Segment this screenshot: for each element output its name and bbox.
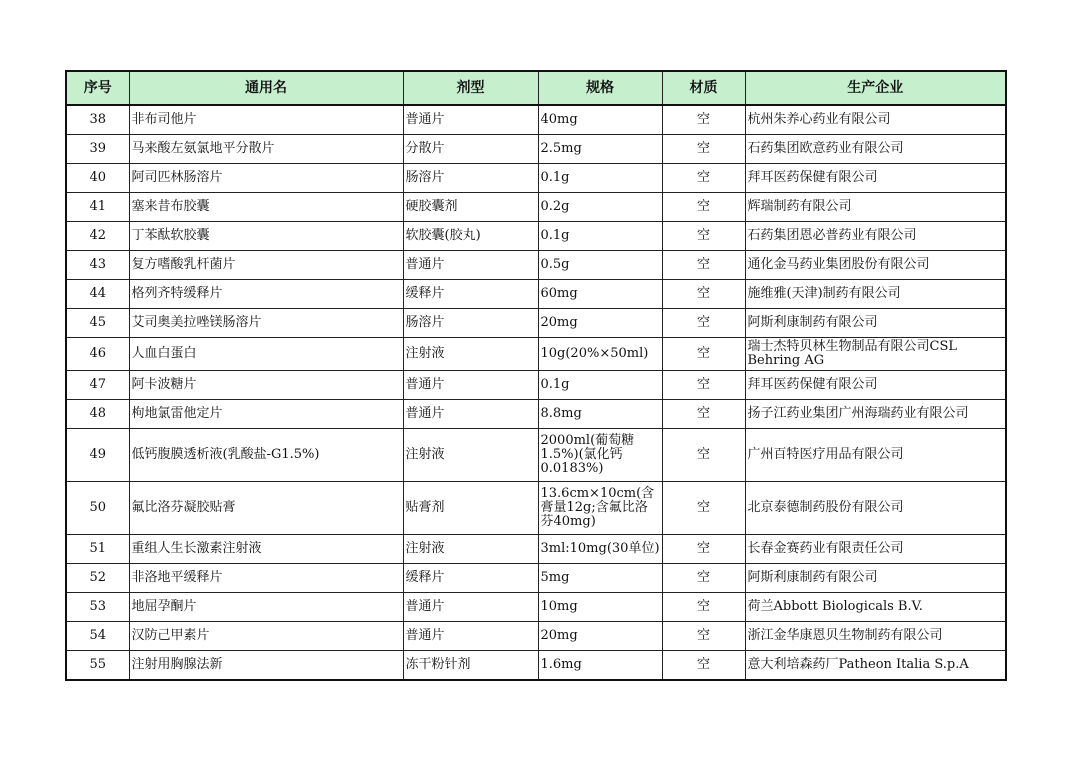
cell-spec: 20mg	[538, 622, 662, 651]
cell-name: 阿司匹林肠溶片	[129, 164, 403, 193]
cell-material: 空	[662, 164, 745, 193]
cell-maker: 施维雅(天津)制药有限公司	[745, 280, 1006, 309]
cell-spec: 40mg	[538, 105, 662, 135]
cell-maker: 荷兰Abbott Biologicals B.V.	[745, 593, 1006, 622]
cell-name: 汉防己甲素片	[129, 622, 403, 651]
cell-material: 空	[662, 371, 745, 400]
cell-form: 贴膏剂	[403, 482, 538, 535]
cell-no: 49	[66, 429, 129, 482]
cell-name: 地屈孕酮片	[129, 593, 403, 622]
cell-no: 46	[66, 338, 129, 371]
table-row	[66, 593, 1006, 622]
cell-material: 空	[662, 251, 745, 280]
cell-no: 41	[66, 193, 129, 222]
cell-spec: 0.1g	[538, 164, 662, 193]
cell-maker: 意大利培森药厂Patheon Italia S.p.A	[745, 651, 1006, 681]
table-row	[66, 222, 1006, 251]
cell-spec: 3ml:10mg(30单位)	[538, 535, 662, 564]
table-row	[66, 622, 1006, 651]
table-row	[66, 135, 1006, 164]
cell-no: 55	[66, 651, 129, 681]
table-row	[66, 105, 1006, 135]
cell-maker: 瑞士杰特贝林生物制品有限公司CSL Behring AG	[745, 338, 1006, 371]
header-no: 序号	[66, 71, 129, 105]
cell-no: 47	[66, 371, 129, 400]
cell-maker: 长春金赛药业有限责任公司	[745, 535, 1006, 564]
cell-form: 缓释片	[403, 564, 538, 593]
cell-name: 低钙腹膜透析液(乳酸盐-G1.5%)	[129, 429, 403, 482]
cell-no: 40	[66, 164, 129, 193]
cell-form: 分散片	[403, 135, 538, 164]
cell-spec: 2000ml(葡萄糖1.5%)(氯化钙0.0183%)	[538, 429, 662, 482]
cell-form: 普通片	[403, 371, 538, 400]
header-maker: 生产企业	[745, 71, 1006, 105]
cell-form: 软胶囊(胶丸)	[403, 222, 538, 251]
table-row	[66, 535, 1006, 564]
header-form: 剂型	[403, 71, 538, 105]
cell-form: 肠溶片	[403, 309, 538, 338]
cell-spec: 0.1g	[538, 222, 662, 251]
table-row	[66, 309, 1006, 338]
drug-table-container	[65, 70, 1005, 681]
cell-material: 空	[662, 193, 745, 222]
cell-name: 枸地氯雷他定片	[129, 400, 403, 429]
cell-material: 空	[662, 280, 745, 309]
cell-material: 空	[662, 593, 745, 622]
cell-name: 非洛地平缓释片	[129, 564, 403, 593]
header-row	[66, 71, 1006, 105]
cell-no: 53	[66, 593, 129, 622]
cell-name: 马来酸左氨氯地平分散片	[129, 135, 403, 164]
cell-maker: 石药集团恩必普药业有限公司	[745, 222, 1006, 251]
cell-name: 复方嗜酸乳杆菌片	[129, 251, 403, 280]
cell-no: 39	[66, 135, 129, 164]
table-row	[66, 564, 1006, 593]
cell-name: 重组人生长激素注射液	[129, 535, 403, 564]
cell-no: 38	[66, 105, 129, 135]
table-row	[66, 371, 1006, 400]
cell-form: 冻干粉针剂	[403, 651, 538, 681]
cell-maker: 阿斯利康制药有限公司	[745, 309, 1006, 338]
cell-spec: 2.5mg	[538, 135, 662, 164]
header-material: 材质	[662, 71, 745, 105]
cell-spec: 1.6mg	[538, 651, 662, 681]
cell-form: 注射液	[403, 429, 538, 482]
cell-no: 45	[66, 309, 129, 338]
header-spec: 规格	[538, 71, 662, 105]
cell-material: 空	[662, 338, 745, 371]
drug-table	[65, 70, 1007, 681]
cell-material: 空	[662, 400, 745, 429]
cell-maker: 石药集团欧意药业有限公司	[745, 135, 1006, 164]
table-row	[66, 429, 1006, 482]
cell-no: 44	[66, 280, 129, 309]
cell-name: 丁苯酞软胶囊	[129, 222, 403, 251]
cell-spec: 0.5g	[538, 251, 662, 280]
cell-no: 42	[66, 222, 129, 251]
cell-name: 注射用胸腺法新	[129, 651, 403, 681]
cell-form: 普通片	[403, 400, 538, 429]
cell-maker: 杭州朱养心药业有限公司	[745, 105, 1006, 135]
cell-spec: 13.6cm×10cm(含膏量12g;含氟比洛芬40mg)	[538, 482, 662, 535]
cell-material: 空	[662, 651, 745, 681]
table-row	[66, 338, 1006, 371]
cell-maker: 阿斯利康制药有限公司	[745, 564, 1006, 593]
cell-spec: 10g(20%×50ml)	[538, 338, 662, 371]
cell-form: 普通片	[403, 622, 538, 651]
cell-no: 52	[66, 564, 129, 593]
table-row	[66, 251, 1006, 280]
table-row	[66, 164, 1006, 193]
cell-spec: 60mg	[538, 280, 662, 309]
cell-material: 空	[662, 564, 745, 593]
cell-material: 空	[662, 429, 745, 482]
cell-no: 50	[66, 482, 129, 535]
cell-spec: 0.2g	[538, 193, 662, 222]
cell-material: 空	[662, 222, 745, 251]
cell-form: 普通片	[403, 105, 538, 135]
cell-no: 54	[66, 622, 129, 651]
cell-no: 51	[66, 535, 129, 564]
table-row	[66, 400, 1006, 429]
table-row	[66, 193, 1006, 222]
cell-form: 普通片	[403, 251, 538, 280]
cell-form: 注射液	[403, 535, 538, 564]
cell-maker: 浙江金华康恩贝生物制药有限公司	[745, 622, 1006, 651]
cell-maker: 拜耳医药保健有限公司	[745, 371, 1006, 400]
cell-form: 注射液	[403, 338, 538, 371]
cell-spec: 0.1g	[538, 371, 662, 400]
cell-name: 塞来昔布胶囊	[129, 193, 403, 222]
table-row	[66, 651, 1006, 681]
cell-material: 空	[662, 135, 745, 164]
table-header	[66, 71, 1006, 105]
cell-form: 硬胶囊剂	[403, 193, 538, 222]
cell-material: 空	[662, 105, 745, 135]
cell-name: 非布司他片	[129, 105, 403, 135]
cell-maker: 北京泰德制药股份有限公司	[745, 482, 1006, 535]
table-row	[66, 482, 1006, 535]
cell-form: 肠溶片	[403, 164, 538, 193]
cell-spec: 5mg	[538, 564, 662, 593]
cell-form: 普通片	[403, 593, 538, 622]
cell-material: 空	[662, 482, 745, 535]
cell-material: 空	[662, 309, 745, 338]
cell-no: 48	[66, 400, 129, 429]
cell-maker: 扬子江药业集团广州海瑞药业有限公司	[745, 400, 1006, 429]
cell-maker: 广州百特医疗用品有限公司	[745, 429, 1006, 482]
cell-maker: 辉瑞制药有限公司	[745, 193, 1006, 222]
cell-name: 阿卡波糖片	[129, 371, 403, 400]
cell-name: 人血白蛋白	[129, 338, 403, 371]
cell-spec: 10mg	[538, 593, 662, 622]
cell-no: 43	[66, 251, 129, 280]
table-body	[66, 105, 1006, 680]
cell-material: 空	[662, 622, 745, 651]
cell-spec: 20mg	[538, 309, 662, 338]
table-row	[66, 280, 1006, 309]
cell-form: 缓释片	[403, 280, 538, 309]
cell-material: 空	[662, 535, 745, 564]
cell-name: 艾司奥美拉唑镁肠溶片	[129, 309, 403, 338]
cell-name: 格列齐特缓释片	[129, 280, 403, 309]
header-name: 通用名	[129, 71, 403, 105]
cell-spec: 8.8mg	[538, 400, 662, 429]
cell-name: 氟比洛芬凝胶贴膏	[129, 482, 403, 535]
cell-maker: 拜耳医药保健有限公司	[745, 164, 1006, 193]
cell-maker: 通化金马药业集团股份有限公司	[745, 251, 1006, 280]
